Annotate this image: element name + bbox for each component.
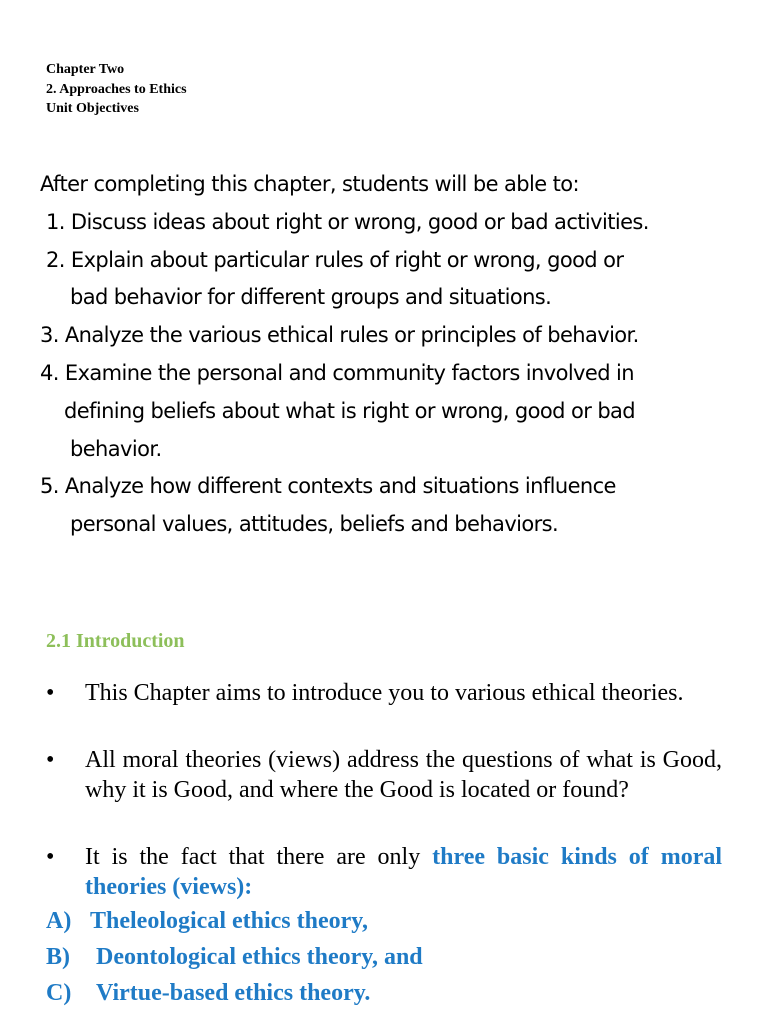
bullet-text: This Chapter aims to introduce you to various ethical theories. xyxy=(85,680,684,706)
list-marker: B) xyxy=(46,944,70,970)
introduction-heading: 2.1 Introduction xyxy=(46,630,185,652)
unit-objectives-label: Unit Objectives xyxy=(46,101,139,116)
chapter-title: 2. Approaches to Ethics xyxy=(46,81,187,97)
theory-list-item xyxy=(46,908,368,935)
bullet-item xyxy=(46,842,722,902)
bullet-text-highlight: three basic kinds of moral theories (views): xyxy=(85,844,723,900)
bullet-icon: • xyxy=(46,680,55,706)
list-marker: A) xyxy=(46,908,72,934)
objective-line: 4. Examine the personal and community factors involved in xyxy=(40,360,634,385)
objective-line: personal values, attitudes, beliefs and behaviors. xyxy=(70,512,559,537)
objective-line: 3. Analyze the various ethical rules or principles of behavior. xyxy=(40,323,639,348)
list-text: Deontological ethics theory, and xyxy=(96,944,423,970)
objective-line: 1. Discuss ideas about right or wrong, good or bad activities. xyxy=(46,209,649,234)
objective-line: behavior. xyxy=(70,436,162,461)
chapter-label: Chapter Two xyxy=(46,62,125,77)
chapter-header xyxy=(46,60,187,119)
list-text: Virtue-based ethics theory. xyxy=(96,980,371,1006)
objective-line: defining beliefs about what is right or wrong, good or bad xyxy=(64,398,636,423)
objective-line: 2. Explain about particular rules of right or wrong, good or xyxy=(46,247,624,272)
theory-list-item xyxy=(46,944,423,971)
bullet-text xyxy=(85,842,722,902)
bullet-icon: • xyxy=(46,844,55,870)
objectives-intro: After completing this chapter, students will be able to: xyxy=(40,172,579,196)
list-text: Theleological ethics theory, xyxy=(90,908,368,934)
objective-line: bad behavior for different groups and situations. xyxy=(70,285,552,310)
bullet-text: All moral theories (views) address the questions of what is Good, why it is Good, and where the Good is located or found? xyxy=(85,747,722,803)
list-marker: C) xyxy=(46,980,72,1006)
theory-list-item xyxy=(46,980,370,1007)
bullet-item xyxy=(46,745,722,805)
bullet-text-prefix: It is the fact that there are only xyxy=(85,844,421,870)
bullet-icon: • xyxy=(46,747,55,773)
bullet-item xyxy=(46,678,722,708)
objectives-block xyxy=(40,166,649,544)
objective-line: 5. Analyze how different contexts and situations influence xyxy=(40,474,616,499)
